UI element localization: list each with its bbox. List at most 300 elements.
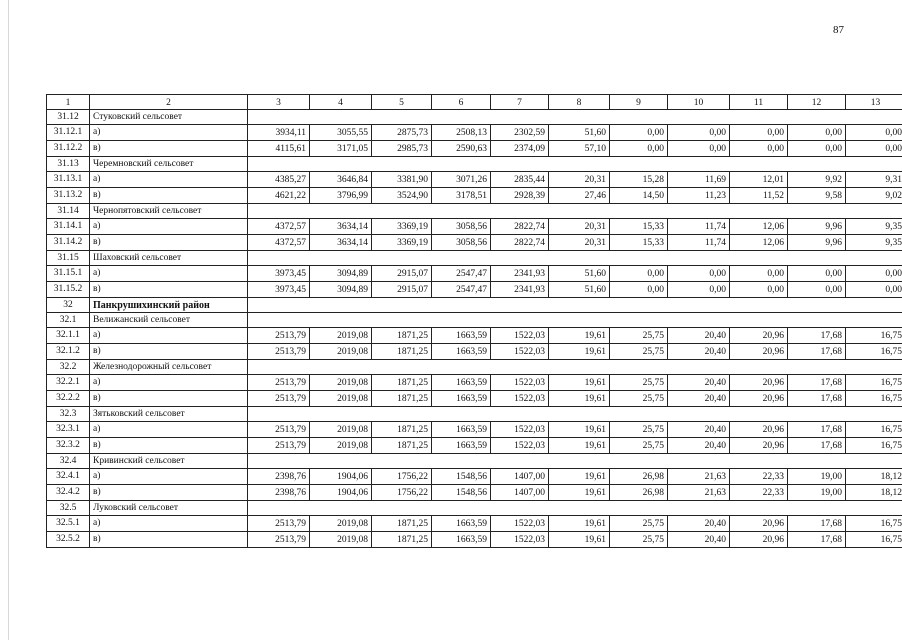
value-cell: 1522,03 — [491, 438, 549, 454]
row-label: а) — [90, 219, 248, 235]
value-cell: 3071,26 — [432, 172, 491, 188]
value-cell: 1548,56 — [432, 469, 491, 485]
section-title: Железнодорожный сельсовет — [90, 360, 248, 375]
value-cell: 19,61 — [549, 344, 610, 360]
value-cell: 17,68 — [788, 516, 846, 532]
value-cell: 16,75 — [846, 375, 902, 391]
value-cell: 20,40 — [668, 438, 730, 454]
column-header: 6 — [432, 95, 491, 110]
value-cell: 4372,57 — [248, 235, 310, 251]
value-cell: 3646,84 — [310, 172, 372, 188]
value-cell: 20,40 — [668, 344, 730, 360]
value-cell: 20,40 — [668, 516, 730, 532]
value-cell: 15,28 — [610, 172, 668, 188]
value-cell: 19,61 — [549, 422, 610, 438]
value-cell: 21,63 — [668, 485, 730, 501]
value-cell: 1663,59 — [432, 422, 491, 438]
section-row — [47, 501, 902, 516]
table-row — [47, 172, 902, 188]
value-cell: 2019,08 — [310, 438, 372, 454]
value-cell: 3381,90 — [372, 172, 432, 188]
value-cell: 1871,25 — [372, 516, 432, 532]
value-cell: 17,68 — [788, 422, 846, 438]
value-cell: 51,60 — [549, 125, 610, 141]
value-cell: 1522,03 — [491, 391, 549, 407]
row-label: в) — [90, 485, 248, 501]
value-cell: 2513,79 — [248, 532, 310, 548]
row-code: 32.3 — [47, 407, 90, 422]
value-cell: 4115,61 — [248, 141, 310, 157]
value-cell: 19,61 — [549, 438, 610, 454]
value-cell: 0,00 — [610, 125, 668, 141]
value-cell: 2590,63 — [432, 141, 491, 157]
value-cell: 18,12 — [846, 469, 902, 485]
section-title: Стуковский сельсовет — [90, 110, 248, 125]
value-cell: 2513,79 — [248, 422, 310, 438]
value-cell: 2835,44 — [491, 172, 549, 188]
value-cell: 2985,73 — [372, 141, 432, 157]
table-row — [47, 125, 902, 141]
value-cell: 2508,13 — [432, 125, 491, 141]
table-row — [47, 282, 902, 298]
value-cell: 26,98 — [610, 469, 668, 485]
table-row — [47, 328, 902, 344]
value-cell: 3973,45 — [248, 282, 310, 298]
row-code: 31.14 — [47, 204, 90, 219]
value-cell: 25,75 — [610, 532, 668, 548]
table-row — [47, 516, 902, 532]
value-cell: 11,74 — [668, 235, 730, 251]
value-cell: 2513,79 — [248, 438, 310, 454]
value-cell: 3524,90 — [372, 188, 432, 204]
value-cell: 16,75 — [846, 438, 902, 454]
value-cell: 26,98 — [610, 485, 668, 501]
value-cell: 25,75 — [610, 344, 668, 360]
value-cell: 2019,08 — [310, 516, 372, 532]
column-header: 1 — [47, 95, 90, 110]
value-cell: 20,96 — [730, 375, 788, 391]
row-code: 32.5.2 — [47, 532, 90, 548]
column-header: 7 — [491, 95, 549, 110]
value-cell: 2341,93 — [491, 266, 549, 282]
value-cell: 11,52 — [730, 188, 788, 204]
value-cell: 1756,22 — [372, 485, 432, 501]
value-cell: 2822,74 — [491, 219, 549, 235]
section-title: Луковский сельсовет — [90, 501, 248, 516]
value-cell: 2374,09 — [491, 141, 549, 157]
table-row — [47, 391, 902, 407]
section-row — [47, 454, 902, 469]
section-row — [47, 313, 902, 328]
value-cell: 20,31 — [549, 172, 610, 188]
value-cell: 3934,11 — [248, 125, 310, 141]
value-cell: 9,31 — [846, 172, 902, 188]
value-cell: 19,61 — [549, 516, 610, 532]
value-cell: 2341,93 — [491, 282, 549, 298]
value-cell: 3055,55 — [310, 125, 372, 141]
value-cell: 9,96 — [788, 235, 846, 251]
value-cell: 12,06 — [730, 219, 788, 235]
value-cell: 15,33 — [610, 219, 668, 235]
row-code: 32.2.2 — [47, 391, 90, 407]
value-cell: 17,68 — [788, 375, 846, 391]
value-cell: 15,33 — [610, 235, 668, 251]
value-cell: 20,40 — [668, 422, 730, 438]
table-row — [47, 219, 902, 235]
row-label: в) — [90, 532, 248, 548]
value-cell: 1522,03 — [491, 422, 549, 438]
value-cell: 20,96 — [730, 516, 788, 532]
value-cell: 18,12 — [846, 485, 902, 501]
row-code: 31.14.2 — [47, 235, 90, 251]
value-cell: 11,69 — [668, 172, 730, 188]
row-label: в) — [90, 141, 248, 157]
value-cell: 1663,59 — [432, 532, 491, 548]
value-cell: 19,00 — [788, 469, 846, 485]
empty-cell — [248, 407, 902, 422]
tariff-table — [46, 94, 902, 548]
value-cell: 1522,03 — [491, 344, 549, 360]
row-code: 32.4.1 — [47, 469, 90, 485]
value-cell: 1663,59 — [432, 516, 491, 532]
value-cell: 19,61 — [549, 375, 610, 391]
row-label: а) — [90, 328, 248, 344]
row-label: а) — [90, 172, 248, 188]
column-header: 11 — [730, 95, 788, 110]
value-cell: 1871,25 — [372, 422, 432, 438]
value-cell: 0,00 — [788, 141, 846, 157]
row-label: а) — [90, 469, 248, 485]
row-code: 31.12 — [47, 110, 90, 125]
value-cell: 0,00 — [788, 282, 846, 298]
value-cell: 0,00 — [846, 125, 902, 141]
section-title: Кривинский сельсовет — [90, 454, 248, 469]
section-row — [47, 298, 902, 313]
value-cell: 2928,39 — [491, 188, 549, 204]
value-cell: 20,96 — [730, 391, 788, 407]
value-cell: 20,96 — [730, 344, 788, 360]
value-cell: 3058,56 — [432, 235, 491, 251]
table-row — [47, 266, 902, 282]
value-cell: 1756,22 — [372, 469, 432, 485]
row-code: 32.1 — [47, 313, 90, 328]
row-label: в) — [90, 344, 248, 360]
value-cell: 27,46 — [549, 188, 610, 204]
value-cell: 3369,19 — [372, 219, 432, 235]
value-cell: 20,31 — [549, 219, 610, 235]
value-cell: 9,58 — [788, 188, 846, 204]
empty-cell — [248, 501, 902, 516]
value-cell: 9,96 — [788, 219, 846, 235]
value-cell: 2398,76 — [248, 485, 310, 501]
value-cell: 0,00 — [668, 282, 730, 298]
value-cell: 4621,22 — [248, 188, 310, 204]
row-label: в) — [90, 235, 248, 251]
section-row — [47, 407, 902, 422]
empty-cell — [248, 313, 902, 328]
value-cell: 11,23 — [668, 188, 730, 204]
section-title: Панкрушихинский район — [90, 298, 248, 313]
row-code: 31.13 — [47, 157, 90, 172]
column-header: 9 — [610, 95, 668, 110]
value-cell: 3634,14 — [310, 235, 372, 251]
table-row — [47, 188, 902, 204]
value-cell: 4385,27 — [248, 172, 310, 188]
section-row — [47, 360, 902, 375]
row-code: 31.14.1 — [47, 219, 90, 235]
value-cell: 4372,57 — [248, 219, 310, 235]
value-cell: 2302,59 — [491, 125, 549, 141]
value-cell: 2019,08 — [310, 391, 372, 407]
value-cell: 1871,25 — [372, 344, 432, 360]
value-cell: 57,10 — [549, 141, 610, 157]
value-cell: 0,00 — [668, 266, 730, 282]
value-cell: 2547,47 — [432, 266, 491, 282]
value-cell: 0,00 — [730, 141, 788, 157]
row-label: а) — [90, 266, 248, 282]
value-cell: 20,96 — [730, 328, 788, 344]
value-cell: 16,75 — [846, 391, 902, 407]
value-cell: 3973,45 — [248, 266, 310, 282]
value-cell: 17,68 — [788, 532, 846, 548]
value-cell: 2019,08 — [310, 375, 372, 391]
empty-cell — [248, 454, 902, 469]
value-cell: 3369,19 — [372, 235, 432, 251]
value-cell: 20,96 — [730, 438, 788, 454]
value-cell: 16,75 — [846, 422, 902, 438]
column-header: 8 — [549, 95, 610, 110]
section-title: Чернопятовский сельсовет — [90, 204, 248, 219]
table-row — [47, 438, 902, 454]
value-cell: 11,74 — [668, 219, 730, 235]
value-cell: 2398,76 — [248, 469, 310, 485]
row-code: 31.13.2 — [47, 188, 90, 204]
value-cell: 20,40 — [668, 391, 730, 407]
empty-cell — [248, 110, 902, 125]
value-cell: 19,61 — [549, 469, 610, 485]
value-cell: 1663,59 — [432, 328, 491, 344]
value-cell: 1663,59 — [432, 375, 491, 391]
value-cell: 2513,79 — [248, 391, 310, 407]
row-label: а) — [90, 375, 248, 391]
empty-cell — [248, 251, 902, 266]
table-row — [47, 235, 902, 251]
row-label: в) — [90, 438, 248, 454]
value-cell: 1871,25 — [372, 375, 432, 391]
value-cell: 2019,08 — [310, 422, 372, 438]
value-cell: 14,50 — [610, 188, 668, 204]
value-cell: 17,68 — [788, 438, 846, 454]
value-cell: 3058,56 — [432, 219, 491, 235]
row-code: 32.3.2 — [47, 438, 90, 454]
value-cell: 17,68 — [788, 391, 846, 407]
value-cell: 51,60 — [549, 282, 610, 298]
value-cell: 0,00 — [610, 141, 668, 157]
value-cell: 0,00 — [730, 125, 788, 141]
value-cell: 1548,56 — [432, 485, 491, 501]
value-cell: 2513,79 — [248, 328, 310, 344]
value-cell: 19,61 — [549, 485, 610, 501]
table-row — [47, 141, 902, 157]
table-row — [47, 422, 902, 438]
table-row — [47, 532, 902, 548]
value-cell: 20,96 — [730, 532, 788, 548]
column-header: 3 — [248, 95, 310, 110]
row-code: 32.4.2 — [47, 485, 90, 501]
row-code: 32.3.1 — [47, 422, 90, 438]
value-cell: 0,00 — [730, 266, 788, 282]
value-cell: 19,61 — [549, 328, 610, 344]
value-cell: 22,33 — [730, 485, 788, 501]
value-cell: 0,00 — [788, 266, 846, 282]
column-header: 10 — [668, 95, 730, 110]
row-label: в) — [90, 391, 248, 407]
value-cell: 2915,07 — [372, 282, 432, 298]
value-cell: 2513,79 — [248, 344, 310, 360]
row-code: 32.5.1 — [47, 516, 90, 532]
value-cell: 1871,25 — [372, 532, 432, 548]
value-cell: 9,35 — [846, 219, 902, 235]
value-cell: 1522,03 — [491, 375, 549, 391]
value-cell: 16,75 — [846, 344, 902, 360]
value-cell: 25,75 — [610, 328, 668, 344]
value-cell: 20,40 — [668, 532, 730, 548]
table-row — [47, 469, 902, 485]
value-cell: 25,75 — [610, 375, 668, 391]
value-cell: 1871,25 — [372, 391, 432, 407]
value-cell: 9,35 — [846, 235, 902, 251]
table-row — [47, 375, 902, 391]
value-cell: 1407,00 — [491, 469, 549, 485]
column-header: 13 — [846, 95, 902, 110]
value-cell: 2547,47 — [432, 282, 491, 298]
table-row — [47, 344, 902, 360]
section-row — [47, 204, 902, 219]
empty-cell — [248, 204, 902, 219]
row-code: 32.4 — [47, 454, 90, 469]
row-code: 32.5 — [47, 501, 90, 516]
value-cell: 3094,89 — [310, 266, 372, 282]
value-cell: 0,00 — [730, 282, 788, 298]
value-cell: 2019,08 — [310, 328, 372, 344]
empty-cell — [248, 157, 902, 172]
column-header: 4 — [310, 95, 372, 110]
value-cell: 1522,03 — [491, 328, 549, 344]
table-body — [47, 95, 902, 548]
value-cell: 16,75 — [846, 328, 902, 344]
value-cell: 25,75 — [610, 516, 668, 532]
value-cell: 25,75 — [610, 422, 668, 438]
value-cell: 1522,03 — [491, 532, 549, 548]
value-cell: 2019,08 — [310, 532, 372, 548]
value-cell: 0,00 — [610, 282, 668, 298]
value-cell: 1871,25 — [372, 438, 432, 454]
row-label: а) — [90, 422, 248, 438]
section-title: Велижанский сельсовет — [90, 313, 248, 328]
value-cell: 19,61 — [549, 532, 610, 548]
section-row — [47, 110, 902, 125]
column-header: 2 — [90, 95, 248, 110]
value-cell: 12,06 — [730, 235, 788, 251]
row-code: 31.12.1 — [47, 125, 90, 141]
value-cell: 3094,89 — [310, 282, 372, 298]
empty-cell — [248, 298, 902, 313]
value-cell: 25,75 — [610, 391, 668, 407]
row-code: 32.2 — [47, 360, 90, 375]
value-cell: 20,31 — [549, 235, 610, 251]
table-row — [47, 485, 902, 501]
row-code: 32.1.1 — [47, 328, 90, 344]
value-cell: 3178,51 — [432, 188, 491, 204]
value-cell: 1904,06 — [310, 485, 372, 501]
value-cell: 1663,59 — [432, 391, 491, 407]
empty-cell — [248, 360, 902, 375]
value-cell: 3634,14 — [310, 219, 372, 235]
value-cell: 16,75 — [846, 516, 902, 532]
section-row — [47, 251, 902, 266]
row-code: 31.15 — [47, 251, 90, 266]
value-cell: 1407,00 — [491, 485, 549, 501]
value-cell: 0,00 — [668, 125, 730, 141]
value-cell: 2915,07 — [372, 266, 432, 282]
value-cell: 9,92 — [788, 172, 846, 188]
row-code: 31.12.2 — [47, 141, 90, 157]
value-cell: 17,68 — [788, 344, 846, 360]
section-title: Черемновский сельсовет — [90, 157, 248, 172]
value-cell: 0,00 — [846, 266, 902, 282]
column-header: 5 — [372, 95, 432, 110]
row-label: в) — [90, 188, 248, 204]
value-cell: 0,00 — [788, 125, 846, 141]
section-title: Шаховский сельсовет — [90, 251, 248, 266]
value-cell: 17,68 — [788, 328, 846, 344]
value-cell: 1871,25 — [372, 328, 432, 344]
value-cell: 19,61 — [549, 391, 610, 407]
value-cell: 25,75 — [610, 438, 668, 454]
value-cell: 16,75 — [846, 532, 902, 548]
value-cell: 21,63 — [668, 469, 730, 485]
row-code: 31.13.1 — [47, 172, 90, 188]
section-row — [47, 157, 902, 172]
value-cell: 3171,05 — [310, 141, 372, 157]
value-cell: 20,40 — [668, 328, 730, 344]
row-label: а) — [90, 516, 248, 532]
value-cell: 1663,59 — [432, 344, 491, 360]
column-header: 12 — [788, 95, 846, 110]
value-cell: 2513,79 — [248, 375, 310, 391]
page-number: 87 — [833, 24, 844, 36]
value-cell: 0,00 — [668, 141, 730, 157]
column-header-row — [47, 95, 902, 110]
value-cell: 2019,08 — [310, 344, 372, 360]
value-cell: 22,33 — [730, 469, 788, 485]
row-code: 31.15.1 — [47, 266, 90, 282]
row-label: в) — [90, 282, 248, 298]
value-cell: 2822,74 — [491, 235, 549, 251]
value-cell: 1904,06 — [310, 469, 372, 485]
value-cell: 20,96 — [730, 422, 788, 438]
row-code: 32.2.1 — [47, 375, 90, 391]
row-code: 32.1.2 — [47, 344, 90, 360]
value-cell: 2513,79 — [248, 516, 310, 532]
value-cell: 0,00 — [610, 266, 668, 282]
value-cell: 9,02 — [846, 188, 902, 204]
value-cell: 0,00 — [846, 141, 902, 157]
page-edge-line — [8, 0, 9, 640]
row-code: 31.15.2 — [47, 282, 90, 298]
value-cell: 2875,73 — [372, 125, 432, 141]
value-cell: 1522,03 — [491, 516, 549, 532]
